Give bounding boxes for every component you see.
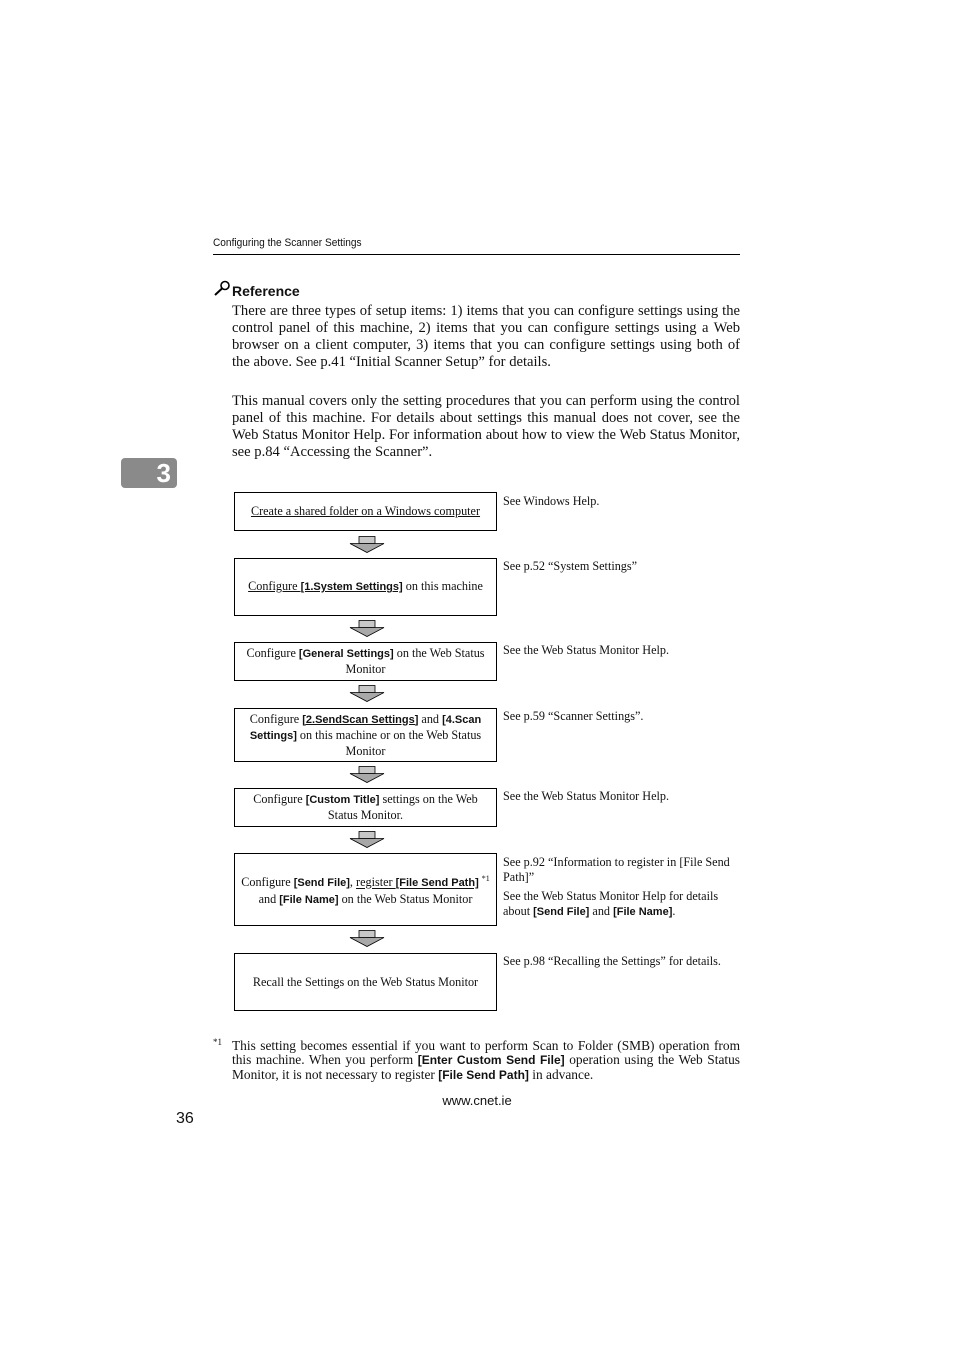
note-2-and: and: [589, 904, 614, 918]
file-send-path-key: [File Send Path]: [438, 1067, 529, 1082]
header-rule: [213, 254, 740, 255]
footnote-mark: *1: [213, 1037, 222, 1047]
footnote-pre: This setting becomes essential if you want to perform Scan to Folder (SMB) operation from this machine. When you perform: [232, 1038, 740, 1068]
note-2-end: .: [672, 904, 676, 918]
flow-step-2-post: on this machine: [402, 579, 483, 593]
page-number: 36: [176, 1110, 194, 1127]
flow-arrow-down-icon: [349, 766, 385, 783]
flow-step-5-note: See the Web Status Monitor Help.: [503, 789, 670, 803]
reference-paragraph-2: This manual covers only the setting procedures that you can perform using the control panel of this machine. For details about settings this manual does not cover, see the Web Status Monitor Help. For information about how to view the Web Status Monitor, see p.84 “Accessing the Scanner”.: [232, 393, 740, 460]
flow-step-7-note: See p.98 “Recalling the Settings” for details.: [503, 954, 721, 968]
flow-step-1-note: See Windows Help.: [503, 494, 600, 508]
enter-custom-send-file-key: [Enter Custom Send File]: [417, 1053, 565, 1068]
flow-step-5-pre: Configure: [253, 792, 306, 806]
flow-step-6-post: on the Web Status Monitor: [338, 891, 473, 906]
flow-step-2-pre: Configure: [248, 579, 301, 593]
flow-step-4-post: on this machine or on the Web Status Monitor: [296, 727, 482, 758]
reference-title: Reference: [232, 283, 300, 299]
flow-step-2: [234, 558, 497, 616]
section-header: Configuring the Scanner Settings: [213, 237, 362, 249]
flow-step-7: [234, 953, 497, 1011]
flow-step-3-post: on the Web Status Monitor: [345, 646, 485, 676]
general-settings-key: [General Settings]: [298, 648, 394, 660]
chapter-number: 3: [156, 458, 171, 488]
flow-step-7-text: Recall the Settings on the Web Status Monitor: [252, 974, 479, 989]
flow-arrow-down-icon: [349, 536, 385, 553]
footnote-post: in advance.: [528, 1066, 594, 1082]
flow-step-4: [234, 708, 497, 762]
flow-arrow-down-icon: [349, 930, 385, 947]
flow-step-6-register: register: [356, 875, 396, 890]
flow-step-6-note-1: See p.92 “Information to register in [File Send Path]”: [503, 855, 730, 884]
scan-settings-key: [4.Scan Settings]: [249, 713, 482, 742]
flow-step-4-mid: and: [418, 711, 443, 726]
flow-arrow-down-icon: [349, 685, 385, 702]
file-send-path-key: [File Send Path]: [395, 877, 479, 890]
flow-step-5: [234, 788, 497, 827]
flow-step-2-note: See p.52 “System Settings”: [503, 559, 638, 573]
flow-arrow-down-icon: [349, 831, 385, 848]
reference-paragraph-1: There are three types of setup items: 1) items that you can configure settings using the control panel of this machine, 2) items that you can configure settings using a Web browser on a client computer, 3) items that you can configure settings using both of the above. See p.41 “Initial Scanner Setup” for details.: [232, 303, 740, 370]
custom-title-key: [Custom Title]: [305, 794, 380, 806]
sendscan-settings-key: [2.SendScan Settings]: [302, 713, 419, 726]
flow-step-3-note: See the Web Status Monitor Help.: [503, 643, 670, 657]
flow-step-3-pre: Configure: [246, 646, 299, 660]
website-url: www.cnet.ie: [442, 1093, 512, 1108]
flow-step-6-note-2: [503, 889, 733, 920]
flow-step-6-and: and: [258, 891, 280, 906]
flow-step-4-pre: Configure: [249, 711, 303, 726]
flow-step-6-comma: ,: [349, 875, 357, 890]
system-settings-key: [1.System Settings]: [300, 581, 403, 593]
footnote-text: [232, 1039, 740, 1082]
flow-arrow-down-icon: [349, 620, 385, 637]
magnifier-icon: [213, 280, 231, 296]
flow-step-6-pre: Configure: [241, 875, 294, 890]
flow-step-5-post: settings on the Web Status Monitor.: [327, 792, 478, 822]
flow-step-6: [234, 853, 497, 926]
flow-step-1: [234, 492, 497, 531]
note-send-file-key: [Send File]: [533, 906, 590, 918]
note-file-name-key: [File Name]: [613, 906, 673, 918]
footnote-mid: operation using the Web Status Monitor, it is not necessary to register: [232, 1052, 741, 1082]
flow-step-1-text: Create a shared folder on a Windows computer: [250, 504, 481, 518]
note-2-pre: See the Web Status Monitor Help for details about: [503, 889, 719, 918]
footnote-ref: *1: [481, 874, 490, 884]
flow-step-4-note: See p.59 “Scanner Settings”.: [503, 709, 644, 723]
chapter-tab: [121, 458, 177, 488]
flow-step-3: [234, 642, 497, 681]
send-file-key: [Send File]: [293, 877, 350, 890]
file-name-key: [File Name]: [279, 893, 339, 906]
